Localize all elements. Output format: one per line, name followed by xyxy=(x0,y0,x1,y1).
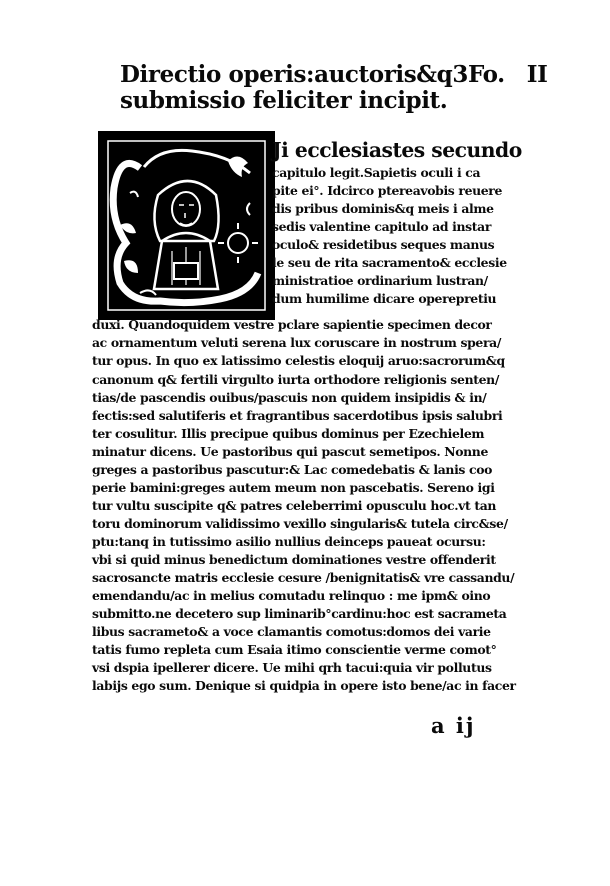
text-line: labijs ego sum. Denique si quidpia in opere isto bene/ac in facer xyxy=(92,678,516,693)
folio-number: II xyxy=(526,61,548,88)
header-line-2: submissio feliciter incipit. xyxy=(120,87,448,114)
text-line: tatis fumo repleta cum Esaia itimo conscientie verme comot° xyxy=(92,642,497,657)
historiated-initial-woodcut-icon xyxy=(98,131,275,320)
text-line: libus sacrameto& a voce clamantis comotus:domos dei varie xyxy=(92,624,491,639)
folio-marker xyxy=(468,62,548,88)
text-line: dum humilime dicare operepretiu xyxy=(272,291,497,306)
text-line: emendandu/ac in melius comutadu relinquo : me ipm& oino xyxy=(92,588,491,603)
text-line: tias/de pascendis ouibus/pascuis non quidem insipidis & in/ xyxy=(92,390,487,405)
text-line: pite ei°. Idcirco ptereavobis reuere xyxy=(272,183,503,198)
text-line: ter cosulitur. Illis precipue quibus dominus per Ezechielem xyxy=(92,426,485,441)
text-line: greges a pastoribus pascutur:& Lac comedebatis & lanis coo xyxy=(92,462,493,477)
text-line: submitto.ne decetero sup liminarib°cardinu:hoc est sacrameta xyxy=(92,606,507,621)
text-line: dis pribus dominis&q meis i alme xyxy=(272,201,494,216)
text-line: vbi si quid minus benedictum dominationes vestre offenderit xyxy=(92,552,496,567)
page-title: Directio operis:auctoris&q3 xyxy=(120,61,468,88)
page-header xyxy=(120,61,548,114)
signature-mark: a ij xyxy=(431,713,476,738)
text-line: le seu de rita sacramento& ecclesie xyxy=(272,255,507,270)
header-line-1 xyxy=(120,61,548,88)
text-line: duxi. Quandoquidem vestre pclare sapientie specimen decor xyxy=(92,317,492,332)
folio-label: Fo. xyxy=(467,61,505,88)
text-line: canonum q& fertili virgulto iurta orthodore religionis senten/ xyxy=(92,372,499,387)
text-line: ministratioe ordinarium lustran/ xyxy=(272,273,488,288)
text-line: perie bamini:greges autem meum non pascebatis. Sereno igi xyxy=(92,480,495,495)
text-line: fectis:sed salutiferis et fragrantibus sacerdotibus ipsis salubri xyxy=(92,408,503,423)
text-line: toru dominorum validissimo vexillo singularis& tutela circ&se/ xyxy=(92,516,508,531)
text-line: tur vultu suscipite q& patres celeberrimi opusculu hoc.vt tan xyxy=(92,498,497,513)
text-line: capitulo legit.Sapietis oculi i ca xyxy=(272,165,481,180)
text-line: minatur dicens. Ue pastoribus qui pascut semetipos. Nonne xyxy=(92,444,489,459)
text-line: oculo& residetibus seques manus xyxy=(272,237,495,252)
text-line-initial: Ji ecclesiastes secundo xyxy=(272,138,522,162)
text-line: ptu:tanq in tutissimo asilio nullius deinceps paueat ocursu: xyxy=(92,534,486,549)
text-line: sacrosancte matris ecclesie cesure /benignitatis& vre cassandu/ xyxy=(92,570,515,585)
woodcut-illustration xyxy=(100,133,273,318)
text-line: tur opus. In quo ex latissimo celestis eloquij aruo:sacrorum&q xyxy=(92,353,505,368)
text-line: vsi dspia ipellerer dicere. Ue mihi qrh tacui:quia vir pollutus xyxy=(92,660,492,675)
text-line: ac ornamentum veluti serena lux coruscare in nostrum spera/ xyxy=(92,335,501,350)
text-line: sedis valentine capitulo ad instar xyxy=(272,219,492,234)
